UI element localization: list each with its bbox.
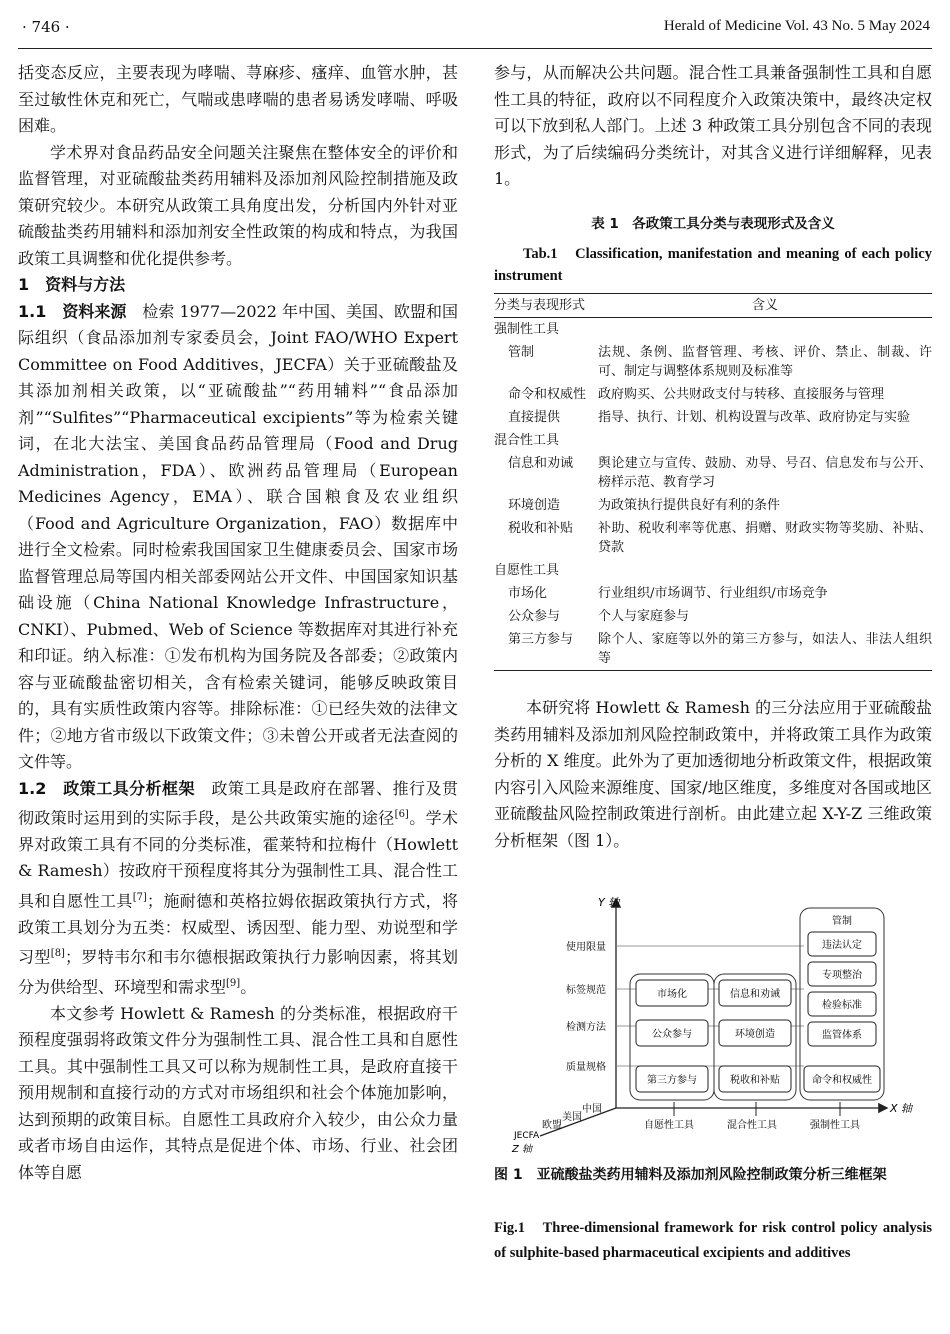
paragraph-text: 政策工具是政府在部署、推行及贯彻政策时运用到的实际手段，是公共政策实施的途径 <box>18 778 458 828</box>
mixed-box-label: 税收和补贴 <box>730 1075 780 1086</box>
table-cell-meaning: 为政策执行提供良好有利的条件 <box>598 498 781 513</box>
paragraph: 本研究将 Howlett & Ramesh 的三分法应用于亚硫酸盐类药用辅料及添加剂风险控制政策中，并将政策工具作为政策分析的 X 维度。此外为了更加透彻地分析政策文件，根据政策内容引入风险来源维度、国家/地区维度，多维度对各国或地区亚硫酸盐风险控制政策进行剖析。由此建立起 X-Y-Z 三维政策分析框架（图 1）。 <box>494 698 932 850</box>
table-cell-meaning: 指导、执行、计划、机构设置与改革、政府协定与实验 <box>598 410 911 425</box>
table-cell-label: 直接提供 <box>508 410 561 425</box>
figure-caption-en: Fig.1 Three-dimensional framework for risk control policy analysis of sulphite-based pharmaceutical excipients and additives <box>494 1220 932 1261</box>
citation: [8] <box>50 948 65 960</box>
citation: [7] <box>132 891 147 903</box>
table-cell-meaning: 法规、条例、监督管理、考核、评价、禁止、制裁、许可、制定与调整体系规则及标准等 <box>598 345 932 379</box>
z-tick-label: 中国 <box>582 1104 602 1115</box>
paragraph <box>18 776 458 1001</box>
paragraph: 本文参考 Howlett & Ramesh 的分类标准，根据政府干预程度强弱将政策文件分为强制性工具、混合性工具和自愿性工具。其中强制性工具又可以称为规制性工具，是政府直接干预用规制和直接行动的方式对市场组织和社会个体施加影响，达到预期的政策目标。自愿性工具政府介入较少，由公众力量或者市场自由运作，其特点是促进个体、市场、行业、社会团体等自愿 <box>18 1003 458 1182</box>
table-header: 含义 <box>598 294 932 318</box>
table-cell-meaning: 个人与家庭参与 <box>598 609 690 624</box>
y-tick-label: 检测方法 <box>566 1022 606 1033</box>
framework-diagram <box>494 890 934 1160</box>
table-header: 分类与表现形式 <box>494 294 598 318</box>
y-tick-label: 使用限量 <box>566 942 606 953</box>
table-cell-meaning: 行业组织/市场调节、行业组织/市场竞争 <box>598 586 828 601</box>
paragraph-text: 。 <box>240 977 257 997</box>
table-cell-meaning: 舆论建立与宣传、鼓励、劝导、号召、信息发布与公开、榜样示范、教育学习 <box>598 456 932 490</box>
table-cell-label: 第三方参与 <box>494 628 598 671</box>
y-axis-label: Y 轴 <box>598 896 620 909</box>
table-row <box>494 429 932 452</box>
voluntary-box-label: 第三方参与 <box>647 1075 697 1086</box>
table-row <box>494 605 932 628</box>
subsection-heading: 1.2 政策工具分析框架 <box>18 778 195 798</box>
page-header <box>0 0 950 44</box>
figure-caption-zh: 图 1 亚硫酸盐类药用辅料及添加剂风险控制政策分析三维框架 <box>494 1167 887 1183</box>
table-row <box>494 383 932 406</box>
table-cell-label: 公众参与 <box>508 609 561 624</box>
table-category: 混合性工具 <box>494 433 560 448</box>
paragraph-text: ；罗特韦尔和韦尔德根据政策执行力影响因素，将其划分为供给型、环境型和需求型 <box>18 947 458 997</box>
mandatory-group-title: 管制 <box>832 916 852 927</box>
y-tick-label: 标签规范 <box>566 985 606 996</box>
table-row <box>494 494 932 517</box>
z-tick-label: JECFA <box>514 1131 540 1141</box>
z-tick-label: 欧盟 <box>542 1120 562 1131</box>
table-row <box>494 628 932 671</box>
page-number: · 746 · <box>22 18 70 36</box>
mandatory-box-label: 检验标准 <box>822 1000 862 1011</box>
mandatory-box-label: 违法认定 <box>822 940 862 951</box>
citation: [6] <box>394 809 409 820</box>
table-cell-label: 税收和补贴 <box>508 521 574 536</box>
table-row <box>494 341 932 383</box>
paragraph-text: 检索 1977—2022 年中国、美国、欧盟和国际组织（食品添加剂专家委员会，Joint FAO/WHO Expert Committee on Food Additives，JECFA）关于亚硫酸盐及其添加剂相关政策，以“亚硫酸盐”“药用辅料”“食品添加剂”“Sulfites”“Pharmaceutical excipients”等为检索关键词，在北大法宝、美国食品药品管理局（Food and Drug Administration，FDA）、欧洲药品管理局（European Medicines Agency，EMA）、联合国粮食及农业组织（Food and Agriculture Organization，FAO）数据库中进行全文检索。同时检索我国国家卫生健康委员会、国家市场监督管理总局等国内相关部委网站公开文件、中国国家知识基础设施（China National Knowledge Infrastructure，CNKI）、Pubmed、Web of Science 等数据库对其进行补充和印证。纳入标准：①发布机构为国务院及各部委；②政策内容与亚硫酸盐密切相关，含有检索关键词，能够反映政策目的，具有实质性政策内容等。排除标准：①已经失效的法律文件；②地方省市级以下政策文件；③未曾公开或者无法查阅的文件等。 <box>18 301 458 771</box>
paragraph: 参与，从而解决公共问题。混合性工具兼备强制性工具和自愿性工具的特征，政府以不同程度介入政策决策中，最终决定权可以下放到私人部门。上述 3 种政策工具分别包含不同的表现形式，为了后续编码分类统计，对其含义进行详细解释，见表 1。 <box>494 63 932 188</box>
table-cell-label: 环境创造 <box>508 498 561 513</box>
x-tick-label: 强制性工具 <box>810 1120 860 1131</box>
paragraph-text: ；施耐德和英格拉姆依据政策执行方式，将政策工具划分为五类：权威型、诱因型、能力型、劝说型和学习型 <box>18 891 458 967</box>
table-cell-meaning: 补助、税收利率等优惠、捐赠、财政实物等奖励、补贴、贷款 <box>598 521 932 555</box>
table-cell-label: 信息和劝诫 <box>508 456 574 471</box>
policy-instrument-table <box>494 293 932 671</box>
paragraph <box>18 299 458 776</box>
x-tick-label: 自愿性工具 <box>644 1120 694 1131</box>
table-category: 自愿性工具 <box>494 563 560 578</box>
z-axis-label: Z 轴 <box>512 1144 533 1155</box>
right-column <box>494 60 932 854</box>
table-row <box>494 582 932 605</box>
mixed-box-label: 信息和劝诫 <box>730 989 780 1000</box>
paragraph: 括变态反应，主要表现为哮喘、荨麻疹、瘙痒、血管水肿，甚至过敏性休克和死亡，气喘或患哮喘的患者易诱发哮喘、呼吸困难。 <box>18 63 458 135</box>
z-tick-label: 美国 <box>562 1112 582 1123</box>
subsection-heading: 1.1 资料来源 <box>18 301 127 321</box>
x-tick-label: 混合性工具 <box>727 1120 777 1131</box>
voluntary-box-label: 市场化 <box>657 989 687 1000</box>
table-caption-zh: 表 1 各政策工具分类与表现形式及含义 <box>591 215 835 232</box>
mandatory-box-label: 命令和权威性 <box>812 1075 872 1086</box>
table-cell-meaning: 政府购买、公共财政支付与转移、直接服务与管理 <box>598 387 885 402</box>
voluntary-box-label: 公众参与 <box>652 1029 692 1040</box>
table-cell-label: 市场化 <box>508 586 548 601</box>
mandatory-box-label: 监管体系 <box>822 1030 862 1041</box>
table-row <box>494 517 932 559</box>
x-axis-label: X 轴 <box>890 1102 913 1115</box>
section-heading: 1 资料与方法 <box>18 275 126 294</box>
table-cell-label: 管制 <box>508 345 535 360</box>
table-row <box>494 452 932 494</box>
citation: [9] <box>226 977 241 989</box>
y-tick-label: 质量规格 <box>566 1062 606 1073</box>
header-rule <box>18 48 932 49</box>
figure-1 <box>494 890 934 1160</box>
table-cell-meaning: 除个人、家庭等以外的第三方参与，如法人、非法人组织等 <box>598 628 932 671</box>
journal-running-title: Herald of Medicine Vol. 43 No. 5 May 2024 <box>663 18 930 34</box>
table-category: 强制性工具 <box>494 322 560 337</box>
table-row <box>494 318 932 342</box>
paragraph-text: 。学术界对政策工具有不同的分类标准，霍莱特和拉梅什（Howlett & Ramesh）按政府干预程度将其分为强制性工具、混合性工具和自愿性工具 <box>18 808 458 911</box>
mixed-box-label: 环境创造 <box>735 1029 775 1040</box>
mandatory-box-label: 专项整治 <box>822 970 862 981</box>
table-row <box>494 406 932 429</box>
table-caption-en: Tab.1 Classification, manifestation and meaning of each policy instrument <box>494 246 932 284</box>
paragraph: 学术界对食品药品安全问题关注聚焦在整体安全的评价和监督管理，对亚硫酸盐类药用辅料及添加剂风险控制措施及政策研究较少。本研究从政策工具角度出发，分析国内外针对亚硫酸盐类药用辅料和添加剂安全性政策的构成和特点，为我国政策工具调整和优化提供参考。 <box>18 142 458 268</box>
table-cell-label: 命令和权威性 <box>508 387 587 402</box>
table-row <box>494 559 932 582</box>
left-column <box>18 60 458 1186</box>
